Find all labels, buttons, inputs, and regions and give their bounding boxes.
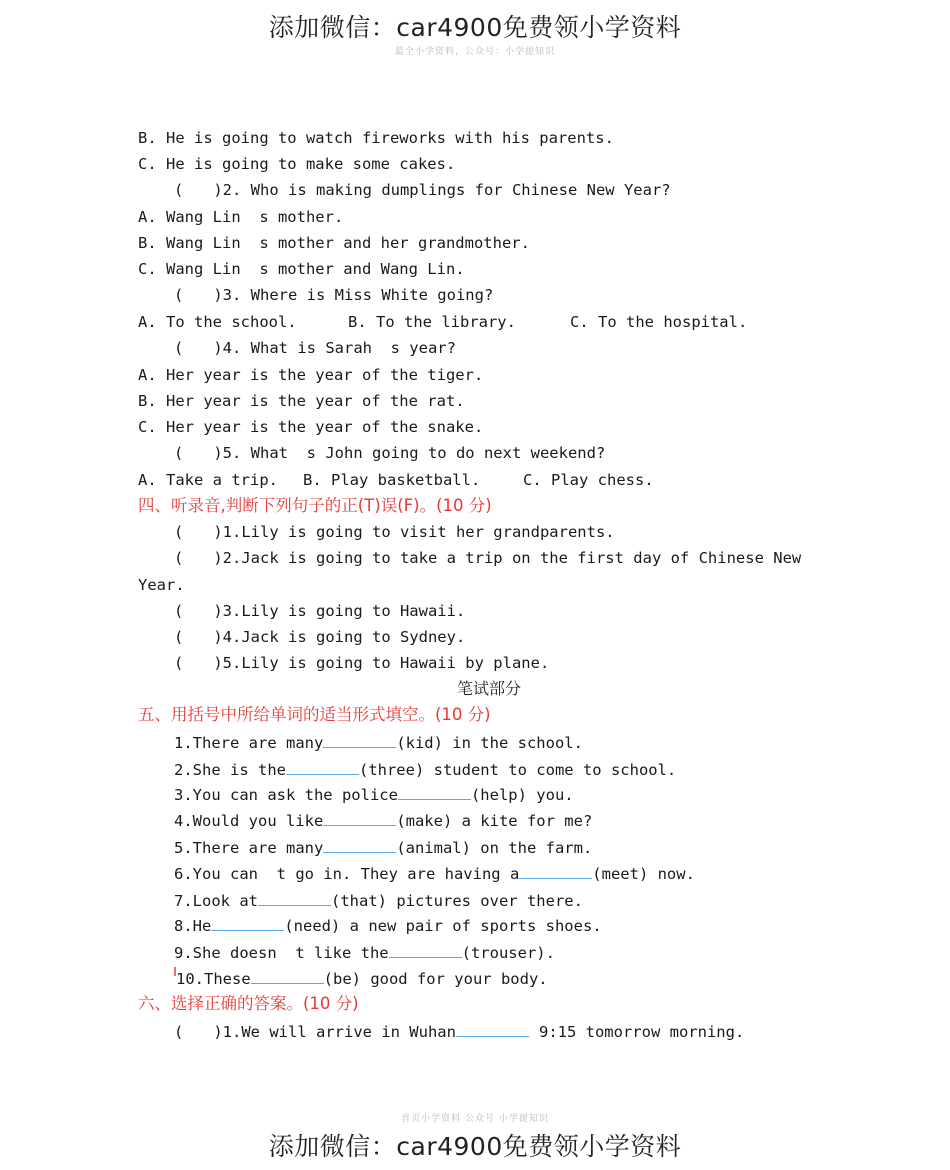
fill-item-prefix: 9.She doesn t like the	[174, 944, 389, 962]
fill-item-suffix: (need) a new pair of sports shoes.	[284, 917, 602, 935]
fill-item-suffix: (kid) in the school.	[396, 734, 583, 752]
tf-item-text: )2.Jack is going to take a trip on the first day of Chinese New	[213, 549, 802, 567]
answer-blank[interactable]	[286, 759, 359, 775]
q5-option-c: C. Play chess.	[523, 471, 654, 489]
written-part-title: 笔试部分	[457, 679, 522, 698]
answer-blank[interactable]	[211, 915, 284, 931]
tf-item-text: )4.Jack is going to Sydney.	[213, 628, 466, 646]
answer-paren[interactable]: (	[174, 444, 184, 462]
answer-blank[interactable]	[258, 890, 331, 906]
q1-option-b: B. He is going to watch fireworks with his parents.	[138, 129, 614, 147]
answer-blank[interactable]	[323, 837, 396, 853]
choice-item-prefix: )1.We will arrive in Wuhan	[213, 1023, 456, 1041]
tf-item-2	[174, 548, 801, 568]
answer-paren[interactable]: (	[174, 602, 184, 620]
answer-paren[interactable]: (	[174, 181, 184, 199]
header-banner: 添加微信：car4900免费领小学资料	[268, 13, 682, 42]
fill-item-prefix: 10.These	[176, 970, 251, 988]
fill-item-prefix: 2.She is the	[174, 761, 286, 779]
tf-item-text: )1.Lily is going to visit her grandparents.	[213, 523, 615, 541]
choice-item-1	[174, 1021, 744, 1042]
fill-item-suffix: (animal) on the farm.	[396, 839, 593, 857]
question-3	[174, 285, 493, 305]
q3-option-b: B. To the library.	[348, 313, 516, 331]
fill-item-suffix: (make) a kite for me?	[396, 812, 593, 830]
header-faint-text: 最全小学资料，公众号：小学提知识	[394, 47, 555, 57]
q4-option-c: C. Her year is the year of the snake.	[138, 418, 484, 436]
fill-item-8	[174, 915, 602, 936]
answer-paren[interactable]: (	[174, 549, 184, 567]
fill-item-suffix: (three) student to come to school.	[358, 761, 677, 779]
answer-paren[interactable]: (	[174, 654, 184, 672]
tf-item-text: )5.Lily is going to Hawaii by plane.	[213, 654, 550, 672]
fill-item-prefix: 4.Would you like	[174, 812, 324, 830]
fill-item-5	[174, 837, 592, 858]
question-4	[174, 338, 456, 358]
q2-option-c: C. Wang Lin s mother and Wang Lin.	[138, 260, 465, 278]
tf-item-5	[174, 653, 549, 673]
q2-option-a: A. Wang Lin s mother.	[138, 208, 344, 226]
fill-item-prefix: 6.You can t go in. They are having a	[174, 865, 520, 883]
fill-item-prefix: 3.You can ask the police	[174, 786, 398, 804]
answer-blank[interactable]	[398, 784, 471, 800]
fill-item-suffix: (that) pictures over there.	[331, 892, 583, 910]
q4-option-a: A. Her year is the year of the tiger.	[138, 366, 484, 384]
fill-item-prefix: 7.Look at	[174, 892, 258, 910]
answer-paren[interactable]: (	[174, 286, 184, 304]
question-3-text: )3. Where is Miss White going?	[213, 286, 494, 304]
answer-blank[interactable]	[323, 810, 396, 826]
fill-item-suffix: (trouser).	[461, 944, 555, 962]
q5-option-b: B. Play basketball.	[303, 471, 481, 489]
answer-paren[interactable]: (	[174, 1023, 184, 1041]
q4-option-b: B. Her year is the year of the rat.	[138, 392, 465, 410]
fill-item-10	[176, 968, 548, 989]
question-2-text: )2. Who is making dumplings for Chinese New Year?	[213, 181, 671, 199]
answer-blank[interactable]	[456, 1021, 529, 1037]
fill-item-6	[174, 863, 695, 884]
fill-item-prefix: 8.He	[174, 917, 212, 935]
tf-item-1	[174, 522, 615, 542]
q3-option-c: C. To the hospital.	[570, 313, 748, 331]
fill-item-4	[174, 810, 592, 831]
tf-item-4	[174, 627, 465, 647]
tf-item-text: )3.Lily is going to Hawaii.	[213, 602, 466, 620]
question-5-text: )5. What s John going to do next weekend?	[213, 444, 606, 462]
question-4-text: )4. What is Sarah s year?	[213, 339, 456, 357]
answer-blank[interactable]	[389, 942, 462, 958]
footer-banner: 添加微信：car4900免费领小学资料	[268, 1132, 682, 1161]
fill-item-1	[174, 732, 583, 753]
fill-item-9	[174, 942, 555, 963]
fill-item-suffix: (be) good for your body.	[323, 970, 548, 988]
answer-blank[interactable]	[519, 863, 592, 879]
q1-option-c: C. He is going to make some cakes.	[138, 155, 456, 173]
answer-blank[interactable]	[323, 732, 396, 748]
question-5	[174, 443, 605, 463]
answer-paren[interactable]: (	[174, 628, 184, 646]
fill-item-2	[174, 759, 676, 780]
q2-option-b: B. Wang Lin s mother and her grandmother.	[138, 234, 530, 252]
fill-item-suffix: (meet) now.	[592, 865, 695, 883]
fill-item-prefix: 5.There are many	[174, 839, 324, 857]
footer-faint-text: 首页小学资料 公众号 小学提知识	[401, 1114, 549, 1124]
tf-item-3	[174, 601, 465, 621]
fill-item-3	[174, 784, 574, 805]
answer-paren[interactable]: (	[174, 523, 184, 541]
section-4-heading: 四、听录音,判断下列句子的正(T)误(F)。(10 分)	[138, 496, 492, 515]
section-5-heading: 五、用括号中所给单词的适当形式填空。(10 分)	[138, 705, 491, 724]
fill-item-prefix: 1.There are many	[174, 734, 324, 752]
section-6-heading: 六、选择正确的答案。(10 分)	[138, 994, 359, 1013]
fill-item-suffix: (help) you.	[470, 786, 574, 804]
answer-blank[interactable]	[251, 968, 324, 984]
choice-item-suffix: 9:15 tomorrow morning.	[538, 1023, 745, 1041]
answer-paren[interactable]: (	[174, 339, 184, 357]
q3-option-a: A. To the school.	[138, 313, 297, 331]
tf-item-2-continued: Year.	[138, 576, 185, 594]
question-2	[174, 180, 671, 200]
q5-option-a: A. Take a trip.	[138, 471, 278, 489]
fill-item-7	[174, 890, 583, 911]
